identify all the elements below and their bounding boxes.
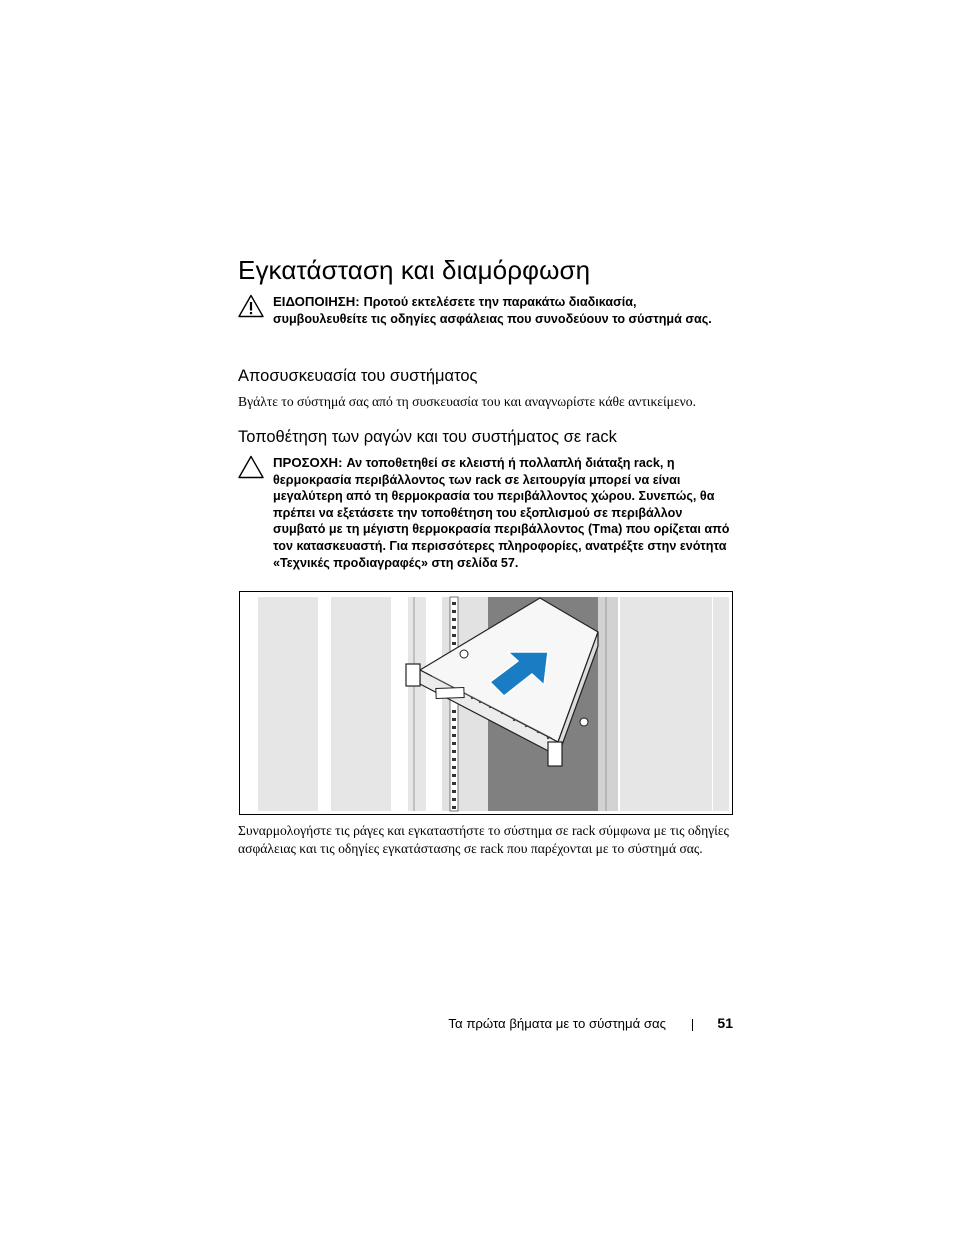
rack-installation-figure [239, 591, 733, 815]
rack-rail-left [426, 597, 444, 811]
warning-notice [238, 294, 738, 350]
rack-panel-right [620, 597, 712, 811]
rack-illustration [240, 592, 733, 815]
caution-text-block [273, 455, 733, 571]
unpack-paragraph: Βγάλτε το σύστημά σας από τη συσκευασία του και αναγνωρίστε κάθε αντικείμενο. [238, 394, 697, 409]
caution-notice [238, 455, 738, 577]
rack-rail-holes [450, 597, 458, 811]
rack-panel-left [258, 597, 318, 811]
rack-panel-right-2 [713, 597, 729, 811]
warning-triangle-icon [238, 294, 264, 318]
section-heading-rack: Τοποθέτηση των ραγών και του συστήματος σε rack [238, 428, 617, 446]
rack-post-left [408, 597, 426, 811]
rack-paragraph: Συναρμολογήστε τις ράγες και εγκαταστήστε το σύστημα σε rack σύμφωνα με τις οδηγίες ασφάλειας και τις οδηγίες εγκατάστασης σε rack που παρέχονται με το σύστημά σας. [238, 823, 729, 856]
caution-triangle-icon [238, 455, 264, 479]
footer-divider [692, 1019, 693, 1031]
section-heading-unpack: Αποσυσκευασία του συστήματος [238, 367, 478, 385]
footer-title: Τα πρώτα βήματα με το σύστημά σας [448, 1016, 666, 1031]
page-title: Εγκατάσταση και διαμόρφωση [238, 255, 591, 285]
caution-label: ΠΡΟΣΟΧΗ: [273, 455, 343, 470]
warning-label: ΕΙΔΟΠΟΙΗΣΗ: [273, 294, 360, 309]
rack-panel-left-2 [331, 597, 391, 811]
rack-post-right [598, 597, 618, 811]
warning-text-block [273, 294, 733, 327]
page-number: 51 [717, 1015, 733, 1031]
warning-text: Προτού εκτελέσετε την παρακάτω διαδικασία, συμβουλευθείτε τις οδηγίες ασφάλειας που συνοδεύουν το σύστημά σας. [273, 295, 712, 326]
caution-text: Αν τοποθετηθεί σε κλειστή ή πολλαπλή διάταξη rack, η θερμοκρασία περιβάλλοντος των rack σε λειτουργία μπορεί να είναι μεγαλύτερη από τη θερμοκρασία του περιβάλλοντος χώρου. Συνεπώς, θα πρέπει να εξετάσετε την τοποθέτηση του εξοπλισμού σε περιβάλλον συμβατό με τη μέγιστη θερμοκρασία περιβάλλοντος (Tma) που ορίζεται από τον κατασκευαστή. Για περισσότερες πληροφορίες, ανατρέξτε στην ενότητα «Τεχνικές προδιαγραφές» στη σελίδα 57. [273, 456, 730, 570]
